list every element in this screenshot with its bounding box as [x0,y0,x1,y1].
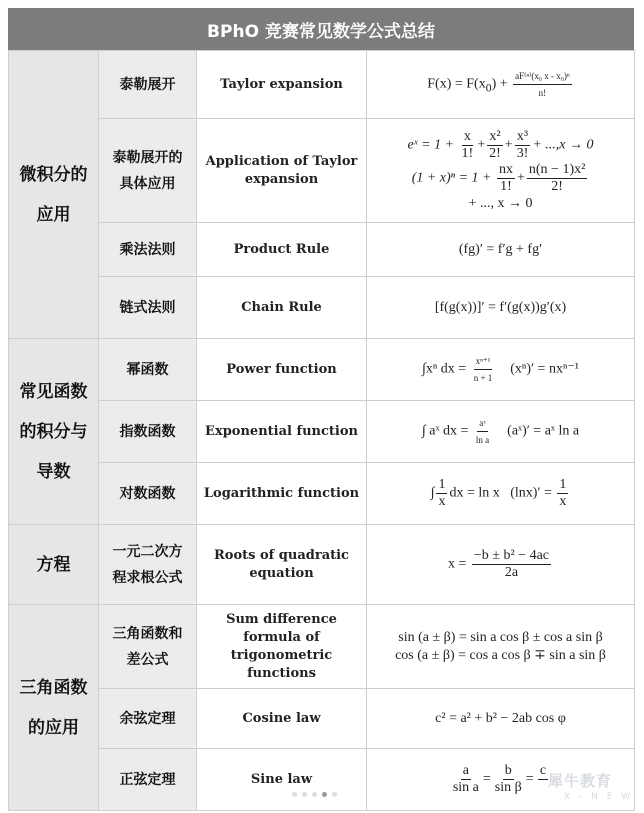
topic-en-cell: Product Rule [197,223,367,277]
formula-cell [367,51,635,119]
fraction-denominator: n + 1 [473,373,493,383]
category-cell [9,525,99,605]
fraction-numerator: −b ± b² − 4ac [473,548,549,563]
topic-cn-label: 一元二次方 程求根公式 [112,543,183,586]
topic-en-cell: Power function [197,339,367,401]
fraction-numerator: 1 [559,477,567,492]
formula-text: (xⁿ)′ = nxⁿ⁻¹ [510,361,579,377]
topic-cn-label: 乘法法则 [119,241,176,258]
category-label: 常见函数 的积分与 导数 [19,381,88,482]
formula-table [8,50,635,811]
watermark-subtext: X - N E W [564,792,634,802]
formula-text: ∫ [430,485,435,501]
formula-line: + ..., x → 0 [468,195,533,211]
formula-text: ) + [491,76,512,92]
table-row [9,51,635,119]
fraction-numerator: a [462,763,469,778]
formula-text: (lnx)′ = [510,485,556,501]
topic-cn-cell [99,401,197,463]
topic-cn-label: 泰勒展开 [119,76,176,93]
formula-line: sin (a ± β) = sin a cos β ± cos a sin β [398,629,603,645]
table-row [9,119,635,223]
table-row [9,401,635,463]
fraction [515,129,531,162]
formula-text: eˣ = 1 + [407,137,458,153]
pager-dot[interactable] [332,792,337,797]
formula-text: F(x) = F(x [427,76,486,92]
formula-line: (1 + x)ⁿ = 1 + $\frac{nx}{1!}$ + $\frac{\text{n(n − 1)x²}}{2!}$ [411,161,586,194]
formula-sheet [8,8,634,800]
table-row [9,689,635,749]
formula-line: eˣ = 1 + $\frac{x}{1!}$ + $\frac{\text{x²}}{2!}$ + $\frac{\text{x³}}{3!}$ + ...,x → 0 [407,128,594,161]
formula-text: x = [447,556,470,572]
fraction-denominator: sin β [494,780,522,795]
formula-text: = [482,771,491,787]
topic-cn-label: 指数函数 [119,423,176,440]
formula-cell [367,401,635,463]
fraction-denominator: 2! [551,178,563,194]
topic-cn-label: 对数函数 [119,485,176,502]
topic-en-cell: Cosine law [197,689,367,749]
formula-text: ∫xⁿ dx = [422,361,470,377]
fraction-denominator: 2! [489,145,501,161]
topic-en-cell: Chain Rule [197,277,367,339]
watermark-text: 犀牛教育 [548,772,613,790]
fraction [451,763,481,796]
topic-cn-cell [99,605,197,689]
category-label: 微积分的 应用 [19,164,88,225]
formula-line: cos (a ± β) = cos a cos β ∓ sin a sin β [395,647,606,663]
topic-en-cell: Application of Taylor expansion [197,119,367,223]
table-row [9,463,635,525]
formula-text: (1 + x)ⁿ = 1 + [411,170,495,186]
fraction-denominator: 1! [500,178,512,194]
category-cell [9,339,99,525]
topic-cn-cell [99,223,197,277]
formula-cell: c² = a² + b² − 2ab cos φ [367,689,635,749]
table-row [9,223,635,277]
pager-dot[interactable] [312,792,317,797]
formula-text: = [525,771,534,787]
fraction [513,68,572,101]
fraction [472,548,551,581]
formula-text: (aˣ)′ = aˣ ln a [507,423,580,439]
topic-cn-cell [99,749,197,811]
fraction [557,477,568,510]
fraction [493,763,524,796]
fraction [497,162,515,195]
topic-en-cell: Sine law [197,749,367,811]
fraction-denominator: sin a [452,780,479,795]
category-label: 方程 [36,554,71,575]
page-title: BPhO 竞赛常见数学公式总结 [8,8,634,50]
formula-cell [367,605,635,689]
topic-cn-label: 余弦定理 [119,710,176,727]
fraction [474,415,491,448]
fraction-numerator: b [504,763,512,778]
topic-cn-cell [99,339,197,401]
formula-cell [367,119,635,223]
fraction-denominator: n! [538,88,547,98]
formula-cell [367,463,635,525]
pager-dot[interactable] [302,792,307,797]
topic-en-cell: Roots of quadratic equation [197,525,367,605]
formula-text: 0 [485,81,492,95]
topic-cn-cell [99,119,197,223]
formula-cell [367,339,635,401]
topic-cn-label: 链式法则 [119,299,176,316]
formula-text: ∫ aˣ dx = [421,423,472,439]
fraction-denominator: 3! [516,145,529,161]
fraction-numerator: 1 [438,477,446,492]
fraction-denominator: x [559,494,567,509]
category-cell [9,605,99,811]
fraction-numerator: nx [498,161,513,177]
table-row [9,525,635,605]
category-label: 三角函数 的应用 [19,677,88,738]
table-row [9,277,635,339]
topic-en-cell: Logarithmic function [197,463,367,525]
watermark-logo [522,768,642,808]
fraction-numerator: aˣ [477,415,488,432]
topic-en-cell: Exponential function [197,401,367,463]
topic-cn-label: 泰勒展开的 具体应用 [112,149,183,192]
fraction-numerator: x³ [516,128,529,144]
fraction [487,129,503,162]
formula-cell: (fg)′ = f′g + fg′ [367,223,635,277]
table-row [9,339,635,401]
topic-en-cell: Sum difference formula of trigonometric functions [197,605,367,689]
category-cell [9,51,99,339]
pager-dot[interactable] [292,792,297,797]
topic-cn-cell [99,277,197,339]
fraction [436,477,447,510]
fraction-numerator: aF⁽ⁿ⁾(x₀ x - x₀)ⁿ [513,68,572,85]
topic-cn-label: 正弦定理 [119,771,176,788]
pager-dots[interactable] [292,792,337,797]
topic-cn-cell [99,689,197,749]
fraction-denominator: ln a [475,435,490,445]
fraction [460,129,476,162]
topic-en-cell: Taylor expansion [197,51,367,119]
topic-cn-cell [99,51,197,119]
fraction-numerator: xⁿ⁺¹ [474,353,493,370]
fraction-numerator: x [463,128,471,144]
pager-dot-active[interactable] [322,792,327,797]
topic-cn-label: 三角函数和 差公式 [112,625,183,668]
fraction-numerator: n(n − 1)x² [528,161,586,177]
topic-cn-cell [99,463,197,525]
formula-text: + ...,x → 0 [532,137,594,153]
formula-text: dx = ln x [449,485,500,501]
fraction-denominator: 2a [504,565,519,580]
table-row [9,605,635,689]
fraction-denominator: x [438,494,446,509]
fraction-numerator: x² [489,128,501,144]
fraction-numerator: c [539,763,547,778]
topic-cn-label: 幂函数 [126,361,169,378]
fraction-denominator: 1! [461,145,474,161]
topic-cn-cell [99,525,197,605]
formula-cell [367,525,635,605]
fraction [527,162,587,195]
formula-cell: [f(g(x))]′ = f′(g(x))g′(x) [367,277,635,339]
fraction [472,353,495,386]
